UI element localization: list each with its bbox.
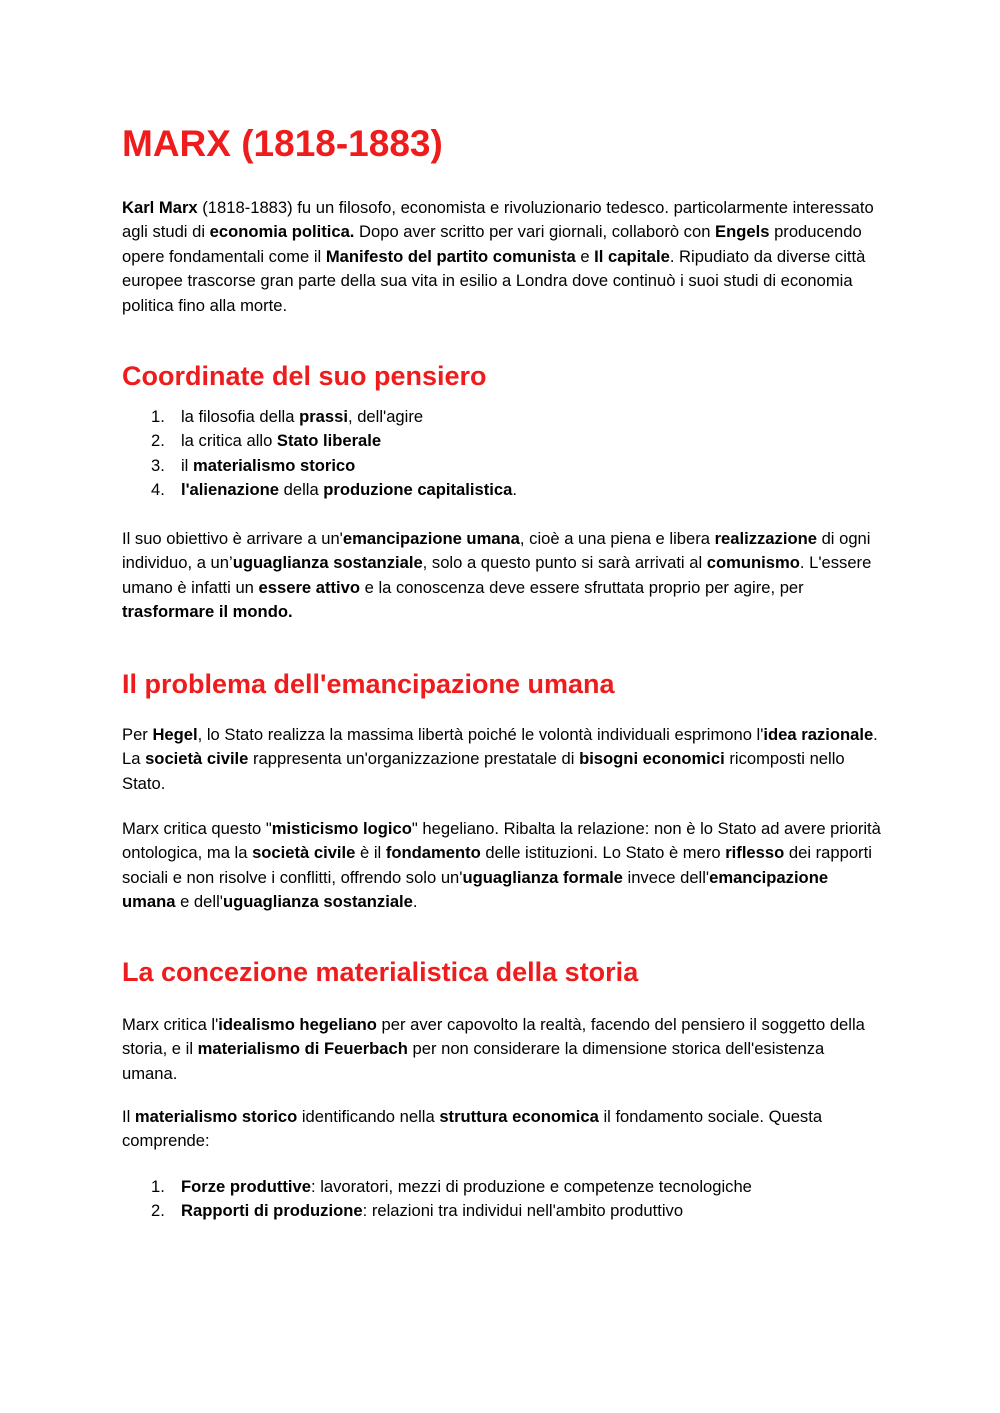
list-item: [122, 429, 517, 453]
section-heading-coordinate: Coordinate del suo pensiero: [122, 361, 487, 391]
bold-text: Il capitale: [594, 246, 670, 266]
hegel-paragraph: [122, 723, 882, 796]
objective-paragraph: [122, 527, 882, 625]
list-item: [122, 1175, 752, 1199]
intro-paragraph: [122, 196, 882, 318]
bold-text: riflesso: [725, 843, 785, 863]
list-number: 2.: [151, 431, 165, 451]
list-item: [122, 478, 517, 502]
list-number: 1.: [151, 1177, 165, 1196]
bold-text: Manifesto del partito comunista: [325, 246, 576, 266]
marx-critique-paragraph: [122, 817, 882, 915]
list-number: 2.: [151, 1201, 165, 1221]
bold-text: Stato liberale: [276, 431, 382, 451]
bold-text: bisogni economici: [579, 749, 725, 769]
list-number: 3.: [151, 455, 165, 475]
text-run: della: [279, 480, 324, 500]
bold-text: struttura economica: [439, 1107, 599, 1126]
text-run: , lo Stato realizza la massima libertà poiché le volontà individuali esprimono l': [197, 725, 764, 744]
text-run: e: [575, 246, 595, 266]
text-run: ricomposti nello Stato.: [122, 749, 845, 793]
bold-text: l'alienazione: [181, 480, 280, 500]
coordinate-list: [122, 405, 517, 503]
text-run: Il suo obiettivo è arrivare a un': [122, 529, 343, 548]
text-run: Marx critica questo ": [122, 819, 272, 838]
bold-text: realizzazione: [714, 529, 817, 548]
bold-text: uguaglianza sostanziale: [232, 553, 423, 573]
bold-text: trasformare il mondo.: [122, 602, 293, 622]
bold-text: Forze produttive: [181, 1177, 311, 1196]
bold-text: Engels: [715, 222, 770, 242]
bold-text: idea razionale: [763, 725, 874, 744]
text-run: Per: [122, 725, 153, 744]
text-run: , cioè a una piena e libera: [519, 529, 715, 548]
list-number: 1.: [151, 407, 165, 426]
text-run: il: [181, 455, 193, 475]
text-run: è il: [355, 843, 386, 863]
bold-text: società civile: [145, 749, 249, 769]
text-run: : relazioni tra individui nell'ambito produttivo: [362, 1201, 684, 1221]
text-run: rappresenta un'organizzazione prestatale di: [248, 749, 580, 769]
text-run: e dell': [175, 892, 223, 912]
structure-list: [122, 1175, 752, 1224]
bold-text: uguaglianza formale: [462, 867, 623, 887]
text-run: , dell'agire: [347, 407, 424, 426]
list-item: [122, 405, 517, 429]
list-item: [122, 454, 517, 478]
text-run: e la conoscenza deve essere sfruttata proprio per agire, per: [360, 577, 804, 597]
list-number: 4.: [151, 480, 165, 500]
bold-text: società civile: [252, 843, 356, 863]
text-run: .: [512, 480, 517, 500]
text-run: (1818-1883) fu un filosofo, economista e rivoluzionario tedesco. particolarmente interessato agli studi di: [122, 198, 874, 242]
list-item: [122, 1199, 752, 1223]
text-run: , solo a questo punto si sarà arrivati al: [422, 553, 707, 573]
bold-text: emancipazione umana: [122, 867, 829, 912]
bold-text: emancipazione umana: [342, 529, 520, 548]
text-run: identificando nella: [297, 1107, 440, 1126]
text-run: la critica allo: [181, 431, 277, 451]
section-heading-materialistica: La concezione materialistica della storia: [122, 957, 639, 987]
bold-text: essere attivo: [258, 577, 360, 597]
text-run: di ogni individuo, a un’: [122, 529, 871, 573]
text-run: . Ripudiato da diverse città europee trascorse gran parte della sua vita in esilio a Londra dove continuò i suoi studi di economia politica fino alla morte.: [122, 246, 866, 315]
bold-text: materialismo di Feuerbach: [197, 1039, 408, 1059]
text-run: . L'essere umano è infatti un: [122, 553, 872, 597]
text-run: producendo opere fondamentali come il: [122, 222, 862, 266]
bold-text: Rapporti di produzione: [181, 1201, 363, 1221]
bold-text: fondamento: [385, 843, 481, 863]
idealism-paragraph: [122, 1013, 882, 1086]
bold-text: Karl Marx: [122, 198, 198, 217]
text-run: la filosofia della: [181, 407, 300, 426]
text-run: Marx critica l': [122, 1015, 219, 1034]
text-run: per non considerare la dimensione storica dell'esistenza umana.: [122, 1039, 825, 1083]
page-title: MARX (1818-1883): [122, 123, 443, 164]
text-run: delle istituzioni. Lo Stato è mero: [480, 843, 726, 863]
bold-text: prassi: [299, 407, 348, 426]
bold-text: uguaglianza sostanziale: [222, 892, 413, 912]
section-heading-emancipazione: Il problema dell'emancipazione umana: [122, 669, 615, 699]
text-run: per aver capovolto la realtà, facendo del pensiero il soggetto della storia, e il: [122, 1015, 865, 1059]
text-run: Dopo aver scritto per vari giornali, collaborò con: [354, 222, 716, 242]
bold-text: Hegel: [152, 725, 198, 744]
text-run: " hegeliano. Ribalta la relazione: non è lo Stato ad avere priorità ontologica, ma la: [122, 819, 881, 863]
text-run: invece dell': [622, 867, 710, 887]
bold-text: idealismo hegeliano: [218, 1015, 377, 1034]
text-run: : lavoratori, mezzi di produzione e competenze tecnologiche: [311, 1177, 752, 1196]
bold-text: economia politica.: [209, 222, 355, 242]
text-run: .: [412, 892, 418, 912]
text-run: Il: [122, 1107, 135, 1126]
bold-text: materialismo storico: [192, 455, 356, 475]
structure-paragraph: [122, 1105, 882, 1154]
text-run: dei rapporti sociali e non risolve i conflitti, offrendo solo un': [122, 843, 872, 887]
bold-text: comunismo: [706, 553, 800, 573]
text-run: il fondamento sociale. Questa comprende:: [122, 1107, 823, 1151]
text-run: . La: [122, 725, 878, 769]
bold-text: produzione capitalistica: [323, 480, 513, 500]
bold-text: misticismo logico: [271, 819, 412, 838]
bold-text: materialismo storico: [134, 1107, 298, 1126]
